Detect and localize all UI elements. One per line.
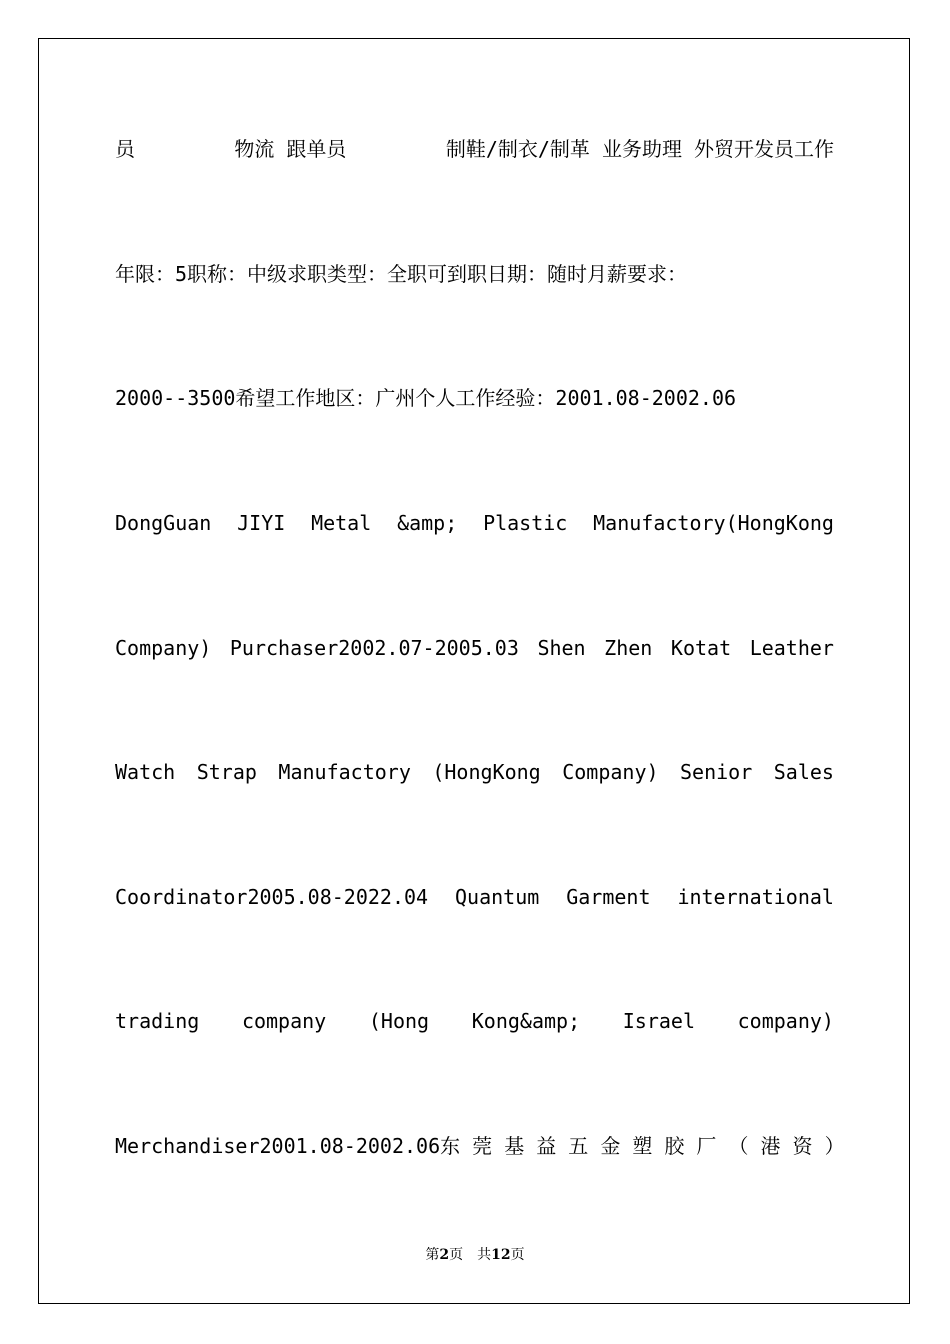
line-segment: 东 莞 基 益 五 金 塑 胶 厂 （ 港 资 ） bbox=[440, 1134, 845, 1158]
line-segment: (HongKong bbox=[432, 760, 541, 784]
text-line-3 bbox=[115, 382, 834, 414]
line-segment: 员 bbox=[115, 137, 135, 161]
line-segment: Metal bbox=[311, 511, 372, 535]
line-segment: (Hong bbox=[368, 1009, 430, 1033]
line-segment: Garment bbox=[566, 885, 651, 909]
line-segment: 2000--3500希望工作地区：广州个人工作经验：2001.08-2002.06 bbox=[115, 386, 737, 410]
line-segment: Plastic bbox=[483, 511, 568, 535]
footer-middle: 页 共 bbox=[449, 1247, 492, 1263]
line-segment: Coordinator2005.08-2022.04 bbox=[115, 885, 429, 909]
page-frame bbox=[38, 38, 910, 1304]
footer-suffix: 页 bbox=[510, 1247, 525, 1263]
line-segment: Leather bbox=[749, 636, 834, 660]
text-line-6 bbox=[115, 756, 834, 788]
line-segment: Kong&amp; bbox=[471, 1009, 581, 1033]
line-segment: Manufactory(HongKong bbox=[593, 511, 834, 535]
line-segment: 年限：5职称：中级求职类型：全职可到职日期：随时月薪要求： bbox=[115, 262, 688, 286]
line-segment: trading bbox=[115, 1009, 200, 1033]
line-segment: Senior bbox=[680, 760, 753, 784]
line-segment: Strap bbox=[196, 760, 257, 784]
line-segment: Quantum bbox=[455, 885, 540, 909]
text-line-7 bbox=[115, 881, 834, 913]
line-segment: Company) bbox=[562, 760, 659, 784]
line-segment: international bbox=[677, 885, 834, 909]
line-segment: Watch bbox=[115, 760, 176, 784]
line-segment: 物流 跟单员 bbox=[234, 137, 347, 161]
line-segment: &amp; bbox=[397, 511, 458, 535]
line-segment: Zhen bbox=[604, 636, 653, 660]
line-segment: Merchandiser2001.08-2002.06 bbox=[115, 1134, 441, 1158]
text-line-5 bbox=[115, 632, 834, 664]
line-segment: Israel bbox=[622, 1009, 695, 1033]
page-footer bbox=[0, 1245, 950, 1265]
line-segment: JIYI bbox=[237, 511, 286, 535]
line-segment: 制鞋/制衣/制革 业务助理 外贸开发员工作 bbox=[445, 137, 834, 161]
line-segment: company bbox=[241, 1009, 327, 1033]
total-page-count: 12 bbox=[491, 1247, 511, 1263]
text-line-4 bbox=[115, 507, 834, 539]
text-line-1 bbox=[115, 133, 834, 165]
line-segment: Shen bbox=[537, 636, 586, 660]
current-page-number: 2 bbox=[439, 1247, 450, 1263]
line-segment: Kotat bbox=[670, 636, 732, 660]
line-segment: Purchaser2002.07-2005.03 bbox=[229, 636, 519, 660]
text-line-2 bbox=[115, 258, 834, 290]
line-segment: DongGuan bbox=[115, 511, 212, 535]
footer-prefix: 第 bbox=[425, 1247, 440, 1263]
line-segment: Sales bbox=[773, 760, 834, 784]
text-line-9 bbox=[115, 1130, 845, 1162]
line-segment: Company) bbox=[115, 636, 212, 660]
line-segment: company) bbox=[737, 1009, 834, 1033]
text-line-8 bbox=[115, 1005, 834, 1037]
line-segment: Manufactory bbox=[278, 760, 411, 784]
